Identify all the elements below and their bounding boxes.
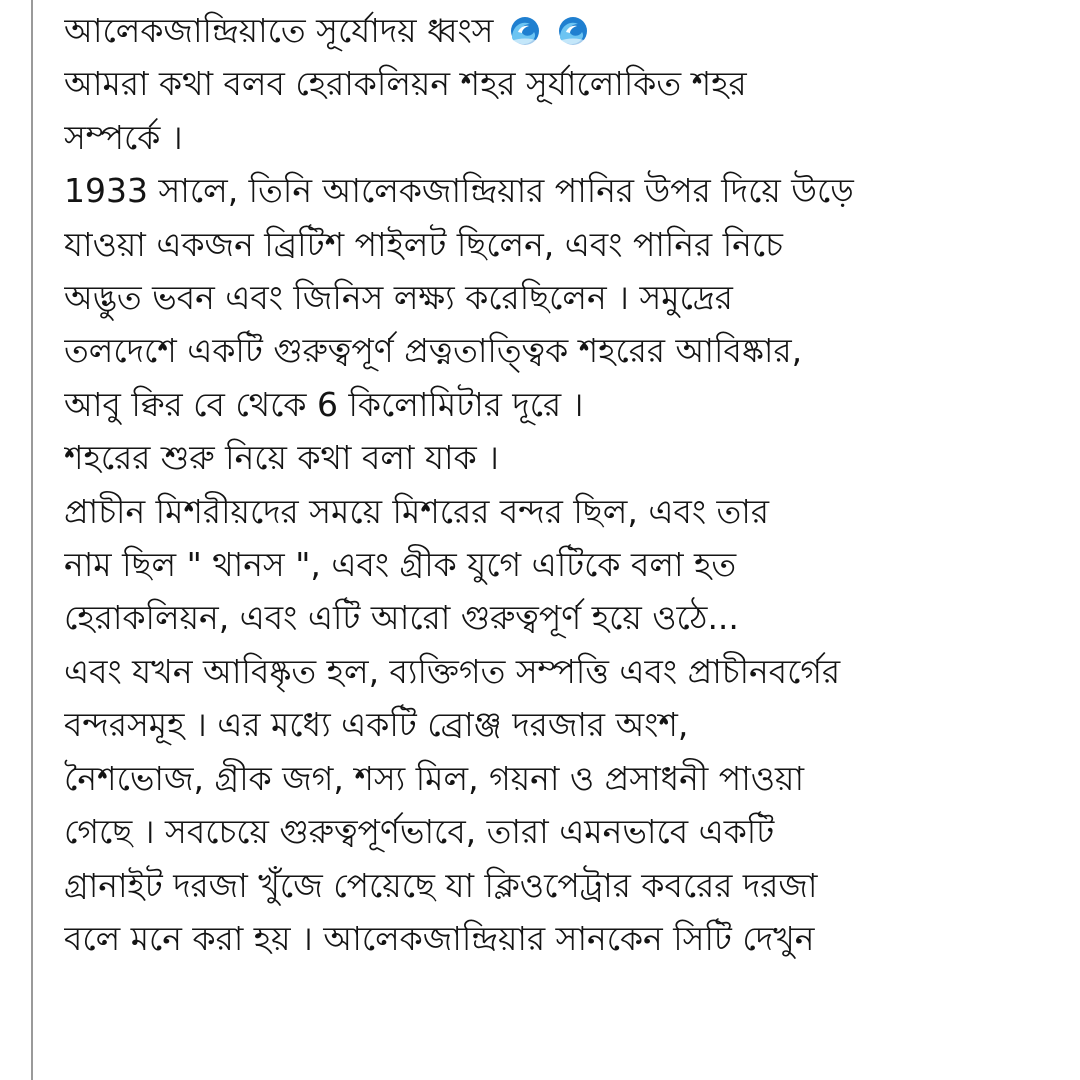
water-wave-icon <box>556 16 590 46</box>
body-line: হেরাকলিয়ন, এবং এটি আরো গুরুত্বপূর্ণ হয়ে ওঠে... <box>64 598 739 638</box>
body-line: যাওয়া একজন ব্রিটিশ পাইলট ছিলেন, এবং পানির নিচে <box>64 224 783 264</box>
body-line: নাম ছিল " থানস ", এবং গ্রীক যুগে এটিকে বলা হত <box>64 545 737 585</box>
post-title-line <box>64 4 1054 57</box>
body-line: এবং যখন আবিষ্কৃত হল, ব্যক্তিগত সম্পত্তি এবং প্রাচীনবর্গের <box>64 651 841 691</box>
body-line: অদ্ভুত ভবন এবং জিনিস লক্ষ্য করেছিলেন । সমুদ্রের <box>64 278 733 318</box>
water-wave-icon <box>508 16 542 46</box>
body-line: প্রাচীন মিশরীয়দের সময়ে মিশরের বন্দর ছিল, এবং তার <box>64 491 769 531</box>
body-line: আবু ক্বির বে থেকে 6 কিলোমিটার দূরে । <box>64 384 584 424</box>
body-line: শহরের শুরু নিয়ে কথা বলা যাক । <box>64 438 499 478</box>
body-line: বন্দরসমূহ । এর মধ্যে একটি ব্রোঞ্জ দরজার অংশ, <box>64 705 689 745</box>
body-line: 1933 সালে, তিনি আলেকজান্দ্রিয়ার পানির উপর দিয়ে উড়ে <box>64 171 854 211</box>
post-body <box>64 4 1054 965</box>
body-line: সম্পর্কে । <box>64 117 183 157</box>
body-line: গেছে । সবচেয়ে গুরুত্বপূর্ণভাবে, তারা এমনভাবে একটি <box>64 812 775 852</box>
thread-rule <box>31 0 33 1080</box>
body-line: গ্রানাইট দরজা খুঁজে পেয়েছে যা ক্লিওপেট্রার কবরের দরজা <box>64 865 818 905</box>
body-line: বলে মনে করা হয় । আলেকজান্দ্রিয়ার সানকেন সিটি দেখুন <box>64 918 815 958</box>
body-line: নৈশভোজ, গ্রীক জগ, শস্য মিল, গয়না ও প্রসাধনী পাওয়া <box>64 758 805 798</box>
body-line: তলদেশে একটি গুরুত্বপূর্ণ প্রত্নতাত্ত্বিক শহরের আবিষ্কার, <box>64 331 803 371</box>
body-line: আমরা কথা বলব হেরাকলিয়ন শহর সূর্যালোকিত শহর <box>64 64 747 104</box>
post-title: আলেকজান্দ্রিয়াতে সূর্যোদয় ধ্বংস <box>64 11 494 50</box>
